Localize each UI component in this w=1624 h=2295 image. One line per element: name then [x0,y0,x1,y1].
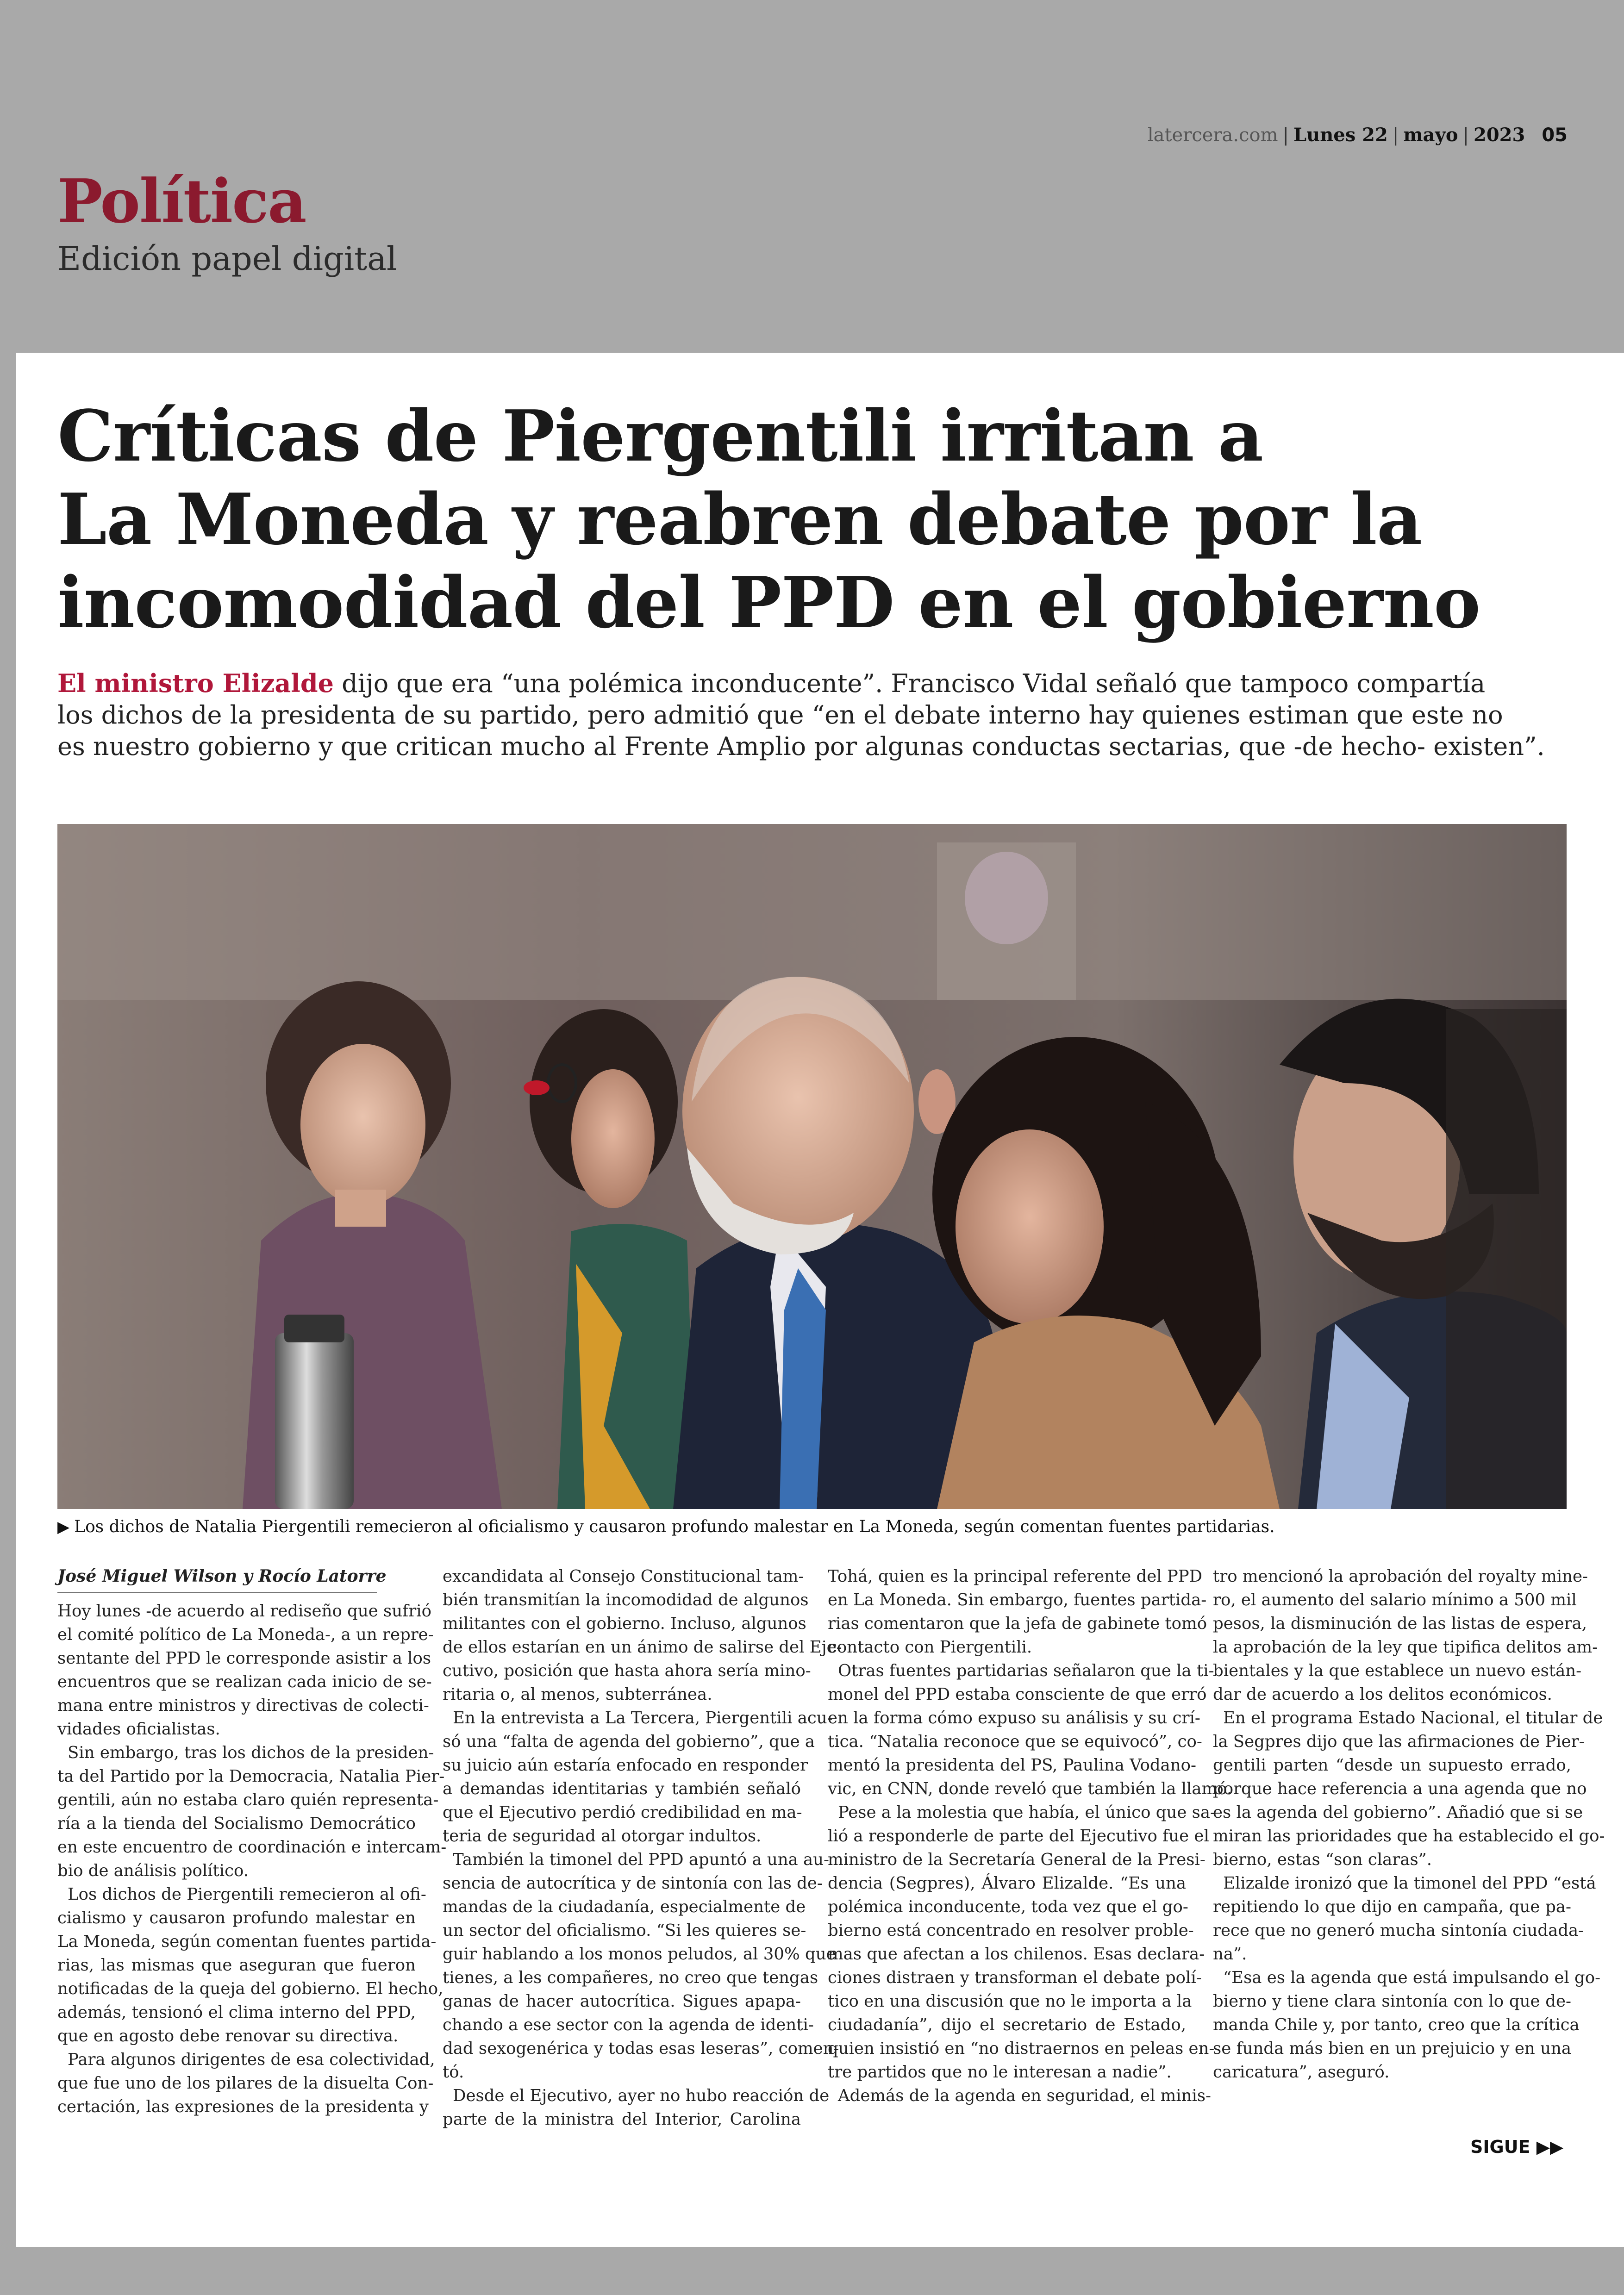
text-line: el comité político de La Moneda-, a un repre- [57,1625,434,1644]
text-line: ro, el aumento del salario mínimo a 500 mil [1213,1590,1577,1609]
text-line: bién transmitían la incomodidad de algunos [443,1590,809,1609]
text-line: rece que no generó mucha sintonía ciudada- [1213,1921,1584,1940]
text-line: en la forma cómo expuso su análisis y su crí- [828,1709,1200,1727]
text-line: bientales y la que establece un nuevo están- [1213,1661,1582,1680]
text-line: También la timonel del PPD apuntó a una au- [453,1850,830,1869]
page-number: 05 [1542,125,1568,146]
text-line: ritaria o, al menos, subterránea. [443,1685,712,1704]
article-photo [57,824,1567,1509]
text-line: encuentros que se realizan cada inicio de se- [57,1672,432,1691]
text-line: certación, las expresiones de la presidenta y [57,2097,429,2116]
photo-caption: ▶ Los dichos de Natalia Piergentili remecieron al oficialismo y causaron profundo malestar en La Moneda, según comentan fuentes partidarias. [57,1517,1275,1536]
text-line: ciones distraen y transforman el debate polí- [828,1968,1202,1987]
text-line: mas que afectan a los chilenos. Esas declara- [828,1945,1205,1964]
date-month: mayo [1403,124,1458,146]
text-line: ciudadanía”, dijo el secretario de Estado, [828,2015,1186,2034]
text-line: En el programa Estado Nacional, el titular de [1223,1709,1603,1727]
text-line: “Esa es la agenda que está impulsando el go- [1223,1968,1601,1987]
text-line: sentante del PPD le corresponde asistir a los [57,1649,431,1668]
text-line: Otras fuentes partidarias señalaron que la ti- [838,1661,1214,1680]
site-name[interactable]: latercera.com [1147,125,1278,146]
text-line: la Segpres dijo que las afirmaciones de Pier- [1213,1732,1585,1751]
text-line: tro mencionó la aprobación del royalty mine- [1213,1567,1588,1586]
paragraph [828,1659,1232,1801]
text-line: lió a responderle de parte del Ejecutivo fue el [828,1827,1209,1846]
text-line: repitiendo lo que dijo en campaña, que pa- [1213,1897,1571,1916]
text-line: bierno, estas “son claras”. [1213,1850,1432,1869]
text-line: rias comentaron que la jefa de gabinete tomó [828,1614,1207,1633]
text-line: Desde el Ejecutivo, ayer no hubo reacción de [453,2086,830,2105]
text-line: en La Moneda. Sin embargo, fuentes partida- [828,1590,1207,1609]
text-line: bio de análisis político. [57,1861,249,1880]
paragraph [57,1883,443,2048]
text-line: mandas de la ciudadanía, especialmente de [443,1897,806,1916]
text-line: Sin embargo, tras los dichos de la presiden- [68,1743,434,1762]
paragraph [57,1599,434,1741]
text-line: ministro de la Secretaría General de la Presi- [828,1850,1206,1869]
text-line: só una “falta de agenda del gobierno”, que a [443,1732,815,1751]
date-year: 2023 [1474,124,1525,146]
text-line: polémica inconducente, toda vez que el go- [828,1897,1188,1916]
text-line: parte de la ministra del Interior, Carolina [443,2110,801,2129]
text-line: vidades oficialistas. [57,1720,220,1739]
paragraph [1213,1565,1598,1706]
text-line: dar de acuerdo a los delitos económicos. [1213,1685,1552,1704]
text-line: gentili parten “desde un supuesto errado, [1213,1756,1571,1775]
text-line: cutivo, posición que hasta ahora sería mino- [443,1661,811,1680]
byline: José Miguel Wilson y Rocío Latorre [57,1565,377,1593]
lead-highlight: El ministro Elizalde [57,668,334,698]
text-line: tienes, a les compañeres, no creo que tengas [443,1968,818,1987]
text-line: Elizalde ironizó que la timonel del PPD “está [1223,1874,1596,1893]
text-line: dad sexogenérica y todas esas leseras”, comen- [443,2039,839,2058]
text-line: Tohá, quien es la principal referente del PPD [828,1567,1203,1586]
text-line: excandidata al Consejo Constitucional tam- [443,1567,804,1586]
text-line: caricatura”, aseguró. [1213,2063,1390,2082]
text-line: además, tensionó el clima interno del PPD, [57,2003,416,2022]
text-line: que en agosto debe renovar su directiva. [57,2027,399,2046]
text-line: bierno está concentrado en resolver proble- [828,1921,1194,1940]
paragraph [443,1706,833,1848]
text-line: la aprobación de la ley que tipifica delitos am- [1213,1638,1598,1657]
paragraph [443,2084,830,2131]
paragraph [57,1741,447,1883]
lead-text: dijo que era “una polémica inconducente”. Francisco Vidal señaló que tampoco compartía [333,669,1486,698]
text-line: ría a la tienda del Socialismo Democrático [57,1814,416,1833]
text-line: tó. [443,2063,464,2082]
paragraph [443,1565,842,1706]
text-line: se funda más bien en un prejuicio y en una [1213,2039,1571,2058]
text-line: notificadas de la queja del gobierno. El hecho, [57,1979,443,1998]
text-line: cialismo y causaron profundo malestar en [57,1908,416,1927]
paragraph [828,1565,1207,1659]
text-line: mentó la presidenta del PS, Paulina Vodano- [828,1756,1196,1775]
paragraph [443,1848,839,2084]
text-line: Los dichos de Piergentili remecieron al ofi- [68,1885,426,1904]
paragraph [828,1801,1216,2084]
paragraph [828,2084,1212,2108]
text-line: tica. “Natalia reconoce que se equivocó”, co- [828,1732,1202,1751]
lead-text: los dichos de la presidenta de su partido, pero admitió que “en el debate interno hay quienes estiman que este no [57,700,1503,730]
text-line: que fue uno de los pilares de la disuelta Con- [57,2074,434,2093]
text-line: chando a ese sector con la agenda de identi- [443,2015,814,2034]
text-line: Hoy lunes -de acuerdo al rediseño que sufrió [57,1602,431,1621]
text-line: militantes con el gobierno. Incluso, algunos [443,1614,806,1633]
date-line: latercera.com | Lunes 22 | mayo | 2023 05 [1147,124,1568,146]
text-line: guir hablando a los monos peludos, al 30% que [443,1945,836,1964]
text-line: contacto con Piergentili. [828,1638,1032,1657]
text-line: ta del Partido por la Democracia, Natalia Pier- [57,1767,445,1786]
text-line: tre partidos que no le interesan a nadie”. [828,2063,1172,2082]
text-line: porque hace referencia a una agenda que no [1213,1779,1587,1798]
continue-link[interactable]: SIGUE ▶▶ [1470,2137,1564,2157]
text-line: teria de seguridad al otorgar indultos. [443,1827,762,1846]
text-line: miran las prioridades que ha establecido el go- [1213,1827,1605,1846]
text-line: a demandas identitarias y también señaló [443,1779,801,1798]
text-line: Además de la agenda en seguridad, el minis- [838,2086,1212,2105]
article-headline [57,394,1539,644]
text-line: rias, las mismas que aseguran que fueron [57,1956,416,1975]
text-line: en este encuentro de coordinación e intercam- [57,1838,447,1857]
text-line: dencia (Segpres), Álvaro Elizalde. “Es una [828,1874,1186,1893]
section-title: Política [57,166,306,237]
text-line: na”. [1213,1945,1247,1964]
text-line: bierno y tiene clara sintonía con lo que de- [1213,1992,1571,2011]
paragraph [1213,1966,1601,2084]
text-line: ganas de hacer autocrítica. Sigues apapa- [443,1992,801,2011]
paragraph [1213,1706,1605,1871]
text-line: Para algunos dirigentes de esa colectividad, [68,2050,435,2069]
text-line: gentili, aún no estaba claro quién representa- [57,1790,439,1809]
text-line: vic, en CNN, donde reveló que también la llamó. [828,1779,1232,1798]
headline-line: incomodidad del PPD en el gobierno [57,561,1480,644]
text-line: que el Ejecutivo perdió credibilidad en ma- [443,1803,802,1822]
text-line: pesos, la disminución de las listas de espera, [1213,1614,1587,1633]
text-line: sencia de autocrítica y de sintonía con las de- [443,1874,823,1893]
lead-text: es nuestro gobierno y que critican mucho al Frente Amplio por algunas conductas sectarias, que -de hecho- existen”. [57,732,1545,761]
text-line: La Moneda, según comentan fuentes partida- [57,1932,437,1951]
paragraph [57,2048,435,2119]
paragraph [1213,1871,1596,1966]
text-line: de ellos estarían en un ánimo de salirse del Eje- [443,1638,842,1657]
text-line: tico en una discusión que no le importa a la [828,1992,1192,2011]
article-column-4 [1213,1565,1605,2084]
text-line: su juicio aún estaría enfocado en responder [443,1756,808,1775]
article-column-2 [443,1565,842,2131]
play-triangle-icon: ▶ [57,1518,70,1536]
text-line: En la entrevista a La Tercera, Piergentili acu- [453,1709,833,1727]
text-line: quien insistió en “no distraernos en peleas en- [828,2039,1215,2058]
headline-line: Críticas de Piergentili irritan a [57,394,1263,477]
text-line: Pese a la molestia que había, el único que sa- [838,1803,1216,1822]
headline-line: La Moneda y reabren debate por la [57,478,1422,561]
text-line: es la agenda del gobierno”. Añadió que si se [1213,1803,1583,1822]
text-line: mana entre ministros y directivas de colecti- [57,1696,429,1715]
text-line: un sector del oficialismo. “Si les quieres se- [443,1921,806,1940]
text-line: manda Chile y, por tanto, creo que la crítica [1213,2015,1580,2034]
article-column-1 [57,1565,447,2119]
date-day: Lunes 22 [1293,124,1388,146]
section-subtitle: Edición papel digital [57,240,397,278]
article-lead [57,667,1557,762]
text-line: monel del PPD estaba consciente de que erró [828,1685,1207,1704]
article-column-3 [828,1565,1232,2108]
